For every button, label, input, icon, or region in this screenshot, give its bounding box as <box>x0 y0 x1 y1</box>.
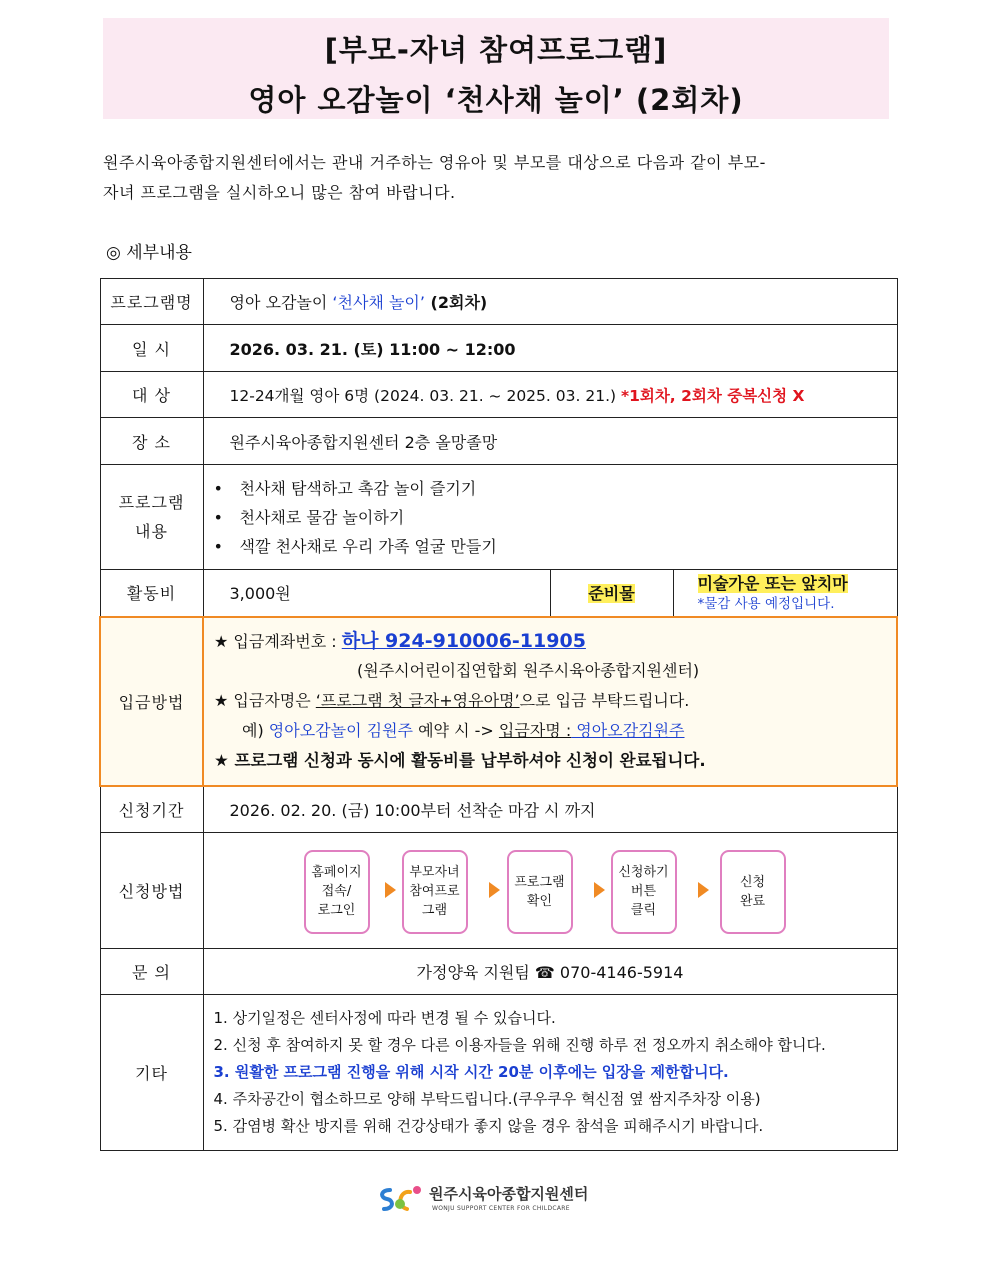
etc-item: 4. 주차공간이 협소하므로 양해 부탁드립니다.(쿠우쿠우 혁신점 옆 쌈지주차장 이용) <box>213 1090 761 1108</box>
footer-logo <box>376 1182 616 1218</box>
payment-notice: ★ 프로그램 신청과 동시에 활동비를 납부하셔야 신청이 완료됩니다. <box>214 751 706 770</box>
row-place <box>100 418 897 465</box>
example-label: 입금자명 : <box>498 721 572 740</box>
flow-step-menu: 부모자녀 참여프로 그램 <box>402 850 468 934</box>
content-item: • 색깔 천사채로 우리 가족 얼굴 만들기 <box>214 532 897 561</box>
etc-list <box>203 995 897 1151</box>
example-prefix: 예) <box>242 721 269 740</box>
prep-label-cell <box>550 570 673 617</box>
example-mid: 예약 시 -> <box>413 721 499 740</box>
payment-label: 입금방법 <box>100 617 203 786</box>
name-rule-suffix: 으로 입금 부탁드립니다. <box>519 691 690 710</box>
flow-step-done: 신청 완료 <box>720 850 786 934</box>
name-rule-format: ‘프로그램 첫 글자+영유아명’ <box>315 691 520 710</box>
flow-step-apply: 신청하기 버튼 클릭 <box>611 850 677 934</box>
title-banner <box>103 18 889 119</box>
account-number: 하나 924-910006-11905 <box>341 630 586 652</box>
intro-line-2: 자녀 프로그램을 실시하오니 많은 참여 바랍니다. <box>103 183 456 202</box>
row-etc <box>100 995 897 1151</box>
date-value: 2026. 03. 21. (토) 11:00 ~ 12:00 <box>203 325 897 372</box>
etc-item: 2. 신청 후 참여하지 못 할 경우 다른 이용자들을 위해 진행 하루 전 정오까지 취소해야 합니다. <box>213 1036 826 1054</box>
section-heading: ◎ 세부내용 <box>106 243 192 263</box>
row-fee <box>100 570 897 617</box>
flow-step-check: 프로그램 확인 <box>507 850 573 934</box>
detail-table <box>99 278 898 1151</box>
prep-note: *물감 사용 예정입니다. <box>697 595 835 612</box>
place-label: 장 소 <box>100 418 203 465</box>
etc-item: 5. 감염병 확산 방지를 위해 건강상태가 좋지 않을 경우 참석을 피해주시기 바랍니다. <box>213 1117 764 1135</box>
etc-item: 3. 원활한 프로그램 진행을 위해 시작 시간 20분 이후에는 입장을 제한합니다. <box>213 1063 729 1081</box>
intro-line-1: 원주시육아종합지원센터에서는 관내 거주하는 영유아 및 부모를 대상으로 다음과 같이 부모- <box>103 153 766 172</box>
arrow-right-icon <box>489 882 500 898</box>
program-highlight: ‘천사채 놀이’ <box>332 293 425 312</box>
title-line-1: [부모-자녀 참여프로그램] <box>324 33 668 67</box>
payment-name-rule <box>204 686 896 716</box>
period-value: 2026. 02. 20. (금) 10:00부터 선착순 마감 시 까지 <box>203 786 897 833</box>
etc-item: 1. 상기일정은 센터사정에 따라 변경 될 수 있습니다. <box>213 1009 556 1027</box>
row-payment <box>100 617 897 786</box>
content-item: • 천사채로 물감 놀이하기 <box>214 503 897 532</box>
flow-step-login: 홈페이지 접속/ 로그인 <box>304 850 370 934</box>
row-period <box>100 786 897 833</box>
program-suffix: (2회차) <box>424 293 488 312</box>
etc-label: 기타 <box>100 995 203 1151</box>
target-text: 12-24개월 영아 6명 (2024. 03. 21. ~ 2025. 03. 21.) <box>229 386 621 405</box>
program-label: 프로그램명 <box>100 279 203 325</box>
account-prefix: ★ 입금계좌번호 : <box>214 632 342 651</box>
row-date <box>100 325 897 372</box>
arrow-right-icon <box>698 882 709 898</box>
footer-org-subtitle: WONJU SUPPORT CENTER FOR CHILDCARE <box>432 1205 570 1212</box>
target-warning: *1회차, 2회차 중복신청 X <box>620 386 805 405</box>
prep-cell <box>673 570 897 617</box>
row-contact <box>100 949 897 995</box>
prep-value: 미술가운 또는 앞치마 <box>697 573 848 593</box>
place-value: 원주시육아종합지원센터 2층 올망졸망 <box>203 418 897 465</box>
period-label: 신청기간 <box>100 786 203 833</box>
intro-text <box>103 148 889 208</box>
target-value <box>203 372 897 418</box>
arrow-right-icon <box>385 882 396 898</box>
content-label-2: 내용 <box>135 522 168 541</box>
program-value <box>203 279 897 325</box>
footer-org-name: 원주시육아종합지원센터 <box>429 1185 589 1203</box>
content-label-1: 프로그램 <box>118 493 185 512</box>
method-flow-cell <box>203 833 897 949</box>
prep-label: 준비물 <box>588 584 635 604</box>
name-rule-prefix: ★ 입금자명은 <box>214 691 316 710</box>
contact-value: 가정양육 지원팀 ☎ 070-4146-5914 <box>203 949 897 995</box>
program-prefix: 영아 오감놀이 <box>229 293 333 312</box>
arrow-right-icon <box>594 882 605 898</box>
example-result: 영아오감김원주 <box>571 721 685 740</box>
payment-details <box>203 617 897 786</box>
row-method <box>100 833 897 949</box>
example-program: 영아오감놀이 김원주 <box>268 721 413 740</box>
payment-example <box>204 716 896 746</box>
account-holder: (원주시어린이집연합회 원주시육아종합지원센터) <box>357 661 700 680</box>
date-label: 일 시 <box>100 325 203 372</box>
row-program <box>100 279 897 325</box>
fee-value: 3,000원 <box>203 570 550 617</box>
target-label: 대 상 <box>100 372 203 418</box>
content-item: • 천사채 탐색하고 촉감 놀이 즐기기 <box>214 474 897 503</box>
title-line-2: 영아 오감놀이 ‘천사채 놀이’ (2회차) <box>248 83 744 117</box>
row-target <box>100 372 897 418</box>
fee-label: 활동비 <box>100 570 203 617</box>
method-label: 신청방법 <box>100 833 203 949</box>
content-label <box>100 465 203 570</box>
method-flow <box>204 834 897 948</box>
center-logo-icon <box>376 1182 426 1216</box>
content-list <box>203 465 897 570</box>
row-content <box>100 465 897 570</box>
payment-account-line <box>204 626 896 656</box>
contact-label: 문 의 <box>100 949 203 995</box>
